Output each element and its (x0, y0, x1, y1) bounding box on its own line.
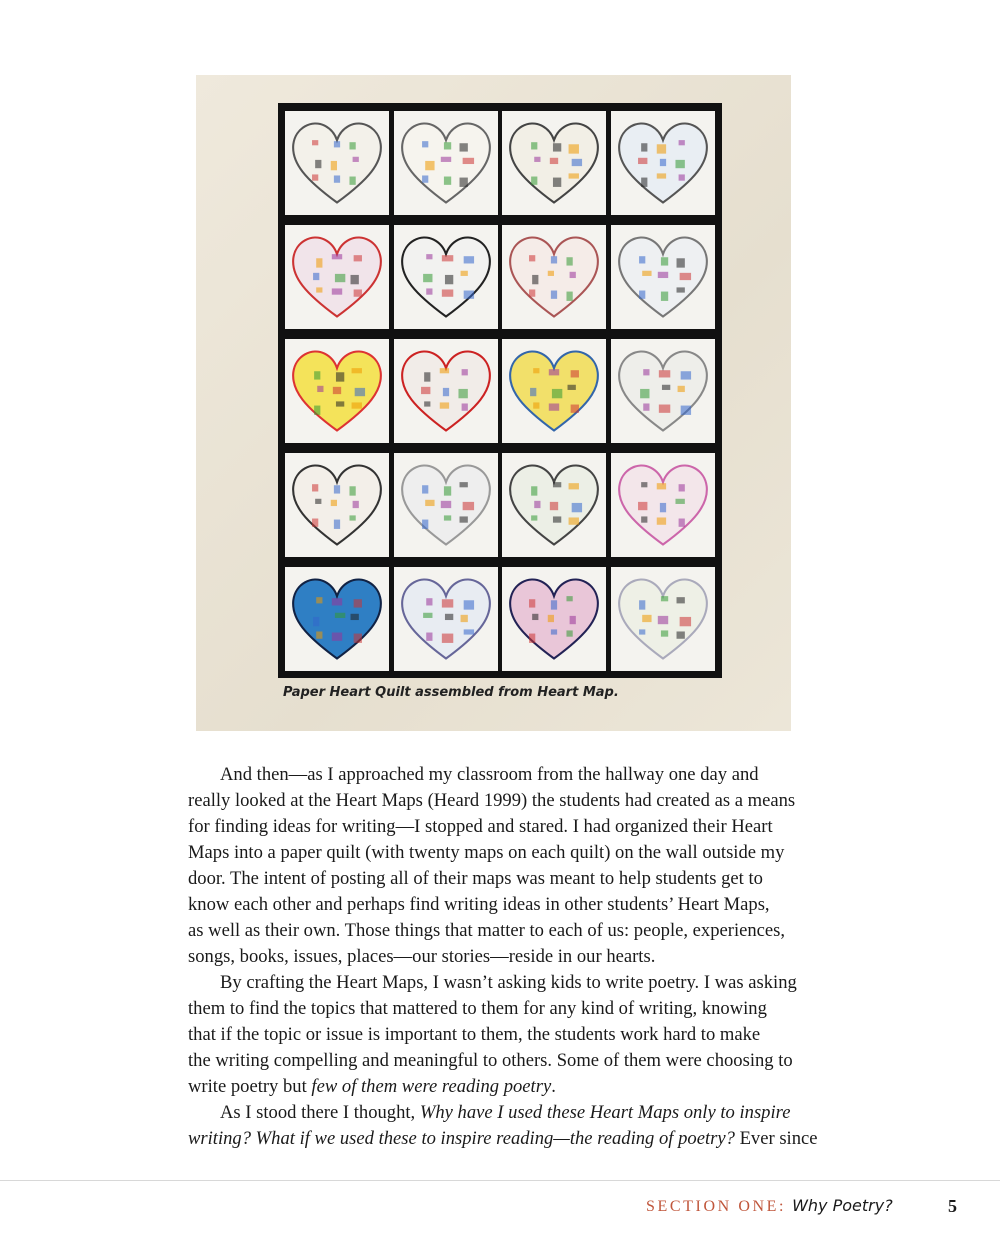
doodle-mark (550, 502, 558, 510)
doodle-mark (443, 142, 450, 149)
page-number: 5 (948, 1196, 957, 1216)
doodle-mark (552, 389, 562, 398)
doodle-mark (660, 630, 667, 636)
text-segment: As I stood there I thought, (220, 1102, 420, 1123)
doodle-mark (571, 370, 579, 377)
doodle-mark (349, 177, 355, 185)
doodle-mark (678, 174, 684, 180)
doodle-mark (463, 600, 473, 609)
text-segment: Ever since (734, 1128, 818, 1149)
heart-map-tile (611, 567, 715, 671)
section-title: Why Poetry? (792, 1196, 893, 1215)
doodle-mark (424, 401, 430, 406)
text-segment: door. The intent of posting all of their maps was meant to help students get to (188, 868, 763, 889)
doodle-mark (551, 256, 557, 263)
heart-map-tile (502, 339, 606, 443)
doodle-mark (658, 405, 669, 413)
doodle-mark (314, 406, 320, 415)
heart-map-tile (502, 567, 606, 671)
doodle-mark (551, 600, 557, 609)
doodle-mark (571, 405, 579, 413)
heart-icon (394, 111, 498, 215)
doodle-mark (643, 369, 649, 375)
doodle-mark (353, 157, 359, 162)
text-segment: them to find the topics that mattered to them for any kind of writing, knowing (188, 998, 767, 1019)
heart-icon (285, 225, 389, 329)
doodle-mark (549, 403, 559, 410)
doodle-mark (678, 519, 684, 527)
doodle-mark (316, 287, 322, 292)
doodle-mark (642, 271, 651, 276)
doodle-mark (336, 372, 344, 381)
doodle-mark (443, 486, 450, 495)
doodle-mark (529, 634, 535, 643)
text-line (188, 814, 828, 840)
doodle-mark (334, 175, 340, 182)
doodle-mark (425, 500, 434, 506)
heart-icon (611, 111, 715, 215)
text-segment: Maps into a paper quilt (with twenty maps on each quilt) on the wall outside my (188, 842, 785, 863)
doodle-mark (656, 144, 665, 153)
heart-map-tile (611, 453, 715, 557)
heart-icon (394, 453, 498, 557)
doodle-mark (676, 631, 684, 638)
text-line (188, 762, 828, 788)
doodle-mark (529, 255, 535, 261)
doodle-mark (439, 368, 448, 373)
doodle-mark (643, 403, 649, 410)
italic-text: few of them were reading poetry (311, 1076, 552, 1097)
doodle-mark (572, 159, 582, 166)
italic-text: Why have I used these Heart Maps only to inspire (419, 1102, 791, 1123)
doodle-mark (572, 503, 582, 512)
text-line (188, 892, 828, 918)
heart-map-tile (394, 453, 498, 557)
doodle-mark (422, 485, 428, 493)
text-segment: songs, books, issues, places—our stories—reside in our hearts. (188, 946, 656, 967)
paper-heart-quilt (278, 103, 722, 678)
doodle-mark (531, 515, 537, 520)
doodle-mark (676, 258, 684, 267)
heart-icon (285, 339, 389, 443)
doodle-mark (548, 271, 554, 276)
doodle-mark (459, 143, 467, 151)
doodle-mark (458, 389, 467, 398)
doodle-mark (569, 144, 579, 153)
doodle-mark (316, 631, 322, 638)
text-segment: know each other and perhaps find writing ideas in other students’ Heart Maps, (188, 894, 770, 915)
heart-map-tile (611, 225, 715, 329)
doodle-mark (658, 370, 669, 377)
doodle-mark (532, 275, 538, 284)
heart-icon (502, 453, 606, 557)
doodle-mark (444, 614, 452, 620)
doodle-mark (566, 596, 572, 601)
text-line (188, 1022, 828, 1048)
heart-icon (611, 567, 715, 671)
doodle-mark (441, 289, 452, 296)
heart-map-tile (394, 567, 498, 671)
heart-icon (611, 453, 715, 557)
doodle-mark (549, 369, 559, 375)
doodle-mark (656, 173, 665, 178)
doodle-mark (336, 401, 344, 406)
text-line (188, 996, 828, 1022)
text-line (188, 788, 828, 814)
doodle-mark (659, 503, 665, 512)
doodle-mark (639, 256, 645, 263)
doodle-mark (459, 178, 467, 187)
doodle-mark (354, 289, 362, 296)
text-segment: . (551, 1076, 556, 1097)
doodle-mark (657, 272, 667, 278)
doodle-mark (661, 385, 669, 390)
doodle-mark (440, 501, 450, 508)
doodle-mark (332, 254, 342, 259)
heart-map-tile (394, 225, 498, 329)
doodle-mark (423, 613, 432, 618)
doodle-mark (426, 254, 432, 259)
doodle-mark (459, 482, 467, 487)
doodle-mark (548, 615, 554, 622)
heart-map-tile (502, 111, 606, 215)
text-segment: And then—as I approached my classroom from the hallway one day and (220, 764, 759, 785)
doodle-mark (331, 161, 337, 170)
heart-map-tile (285, 567, 389, 671)
doodle-mark (312, 519, 318, 527)
doodle-mark (351, 614, 359, 620)
doodle-mark (679, 617, 690, 626)
text-segment: as well as their own. Those things that matter to each of us: people, experiences, (188, 920, 786, 941)
doodle-mark (315, 499, 321, 504)
doodle-mark (675, 499, 684, 504)
text-segment: By crafting the Heart Maps, I wasn’t asking kids to write poetry. I was asking (220, 972, 797, 993)
heart-icon (502, 567, 606, 671)
doodle-mark (566, 292, 572, 301)
doodle-mark (441, 599, 452, 607)
doodle-mark (568, 385, 576, 390)
doodle-mark (639, 291, 645, 299)
doodle-mark (531, 177, 537, 185)
heart-map-tile (394, 111, 498, 215)
heart-map-tile (502, 225, 606, 329)
doodle-mark (352, 402, 362, 408)
doodle-mark (444, 275, 452, 284)
doodle-mark (426, 598, 432, 605)
doodle-mark (531, 486, 537, 495)
heart-icon (394, 225, 498, 329)
doodle-mark (349, 486, 355, 495)
doodle-mark (660, 257, 667, 265)
heart-map-tile (285, 111, 389, 215)
heart-map-tile (285, 453, 389, 557)
doodle-mark (312, 140, 318, 145)
doodle-mark (332, 598, 342, 605)
doodle-mark (641, 516, 647, 522)
doodle-mark (569, 483, 579, 489)
doodle-mark (463, 291, 473, 299)
doodle-mark (316, 258, 322, 267)
text-line (188, 866, 828, 892)
text-segment: for finding ideas for writing—I stopped and stared. I had organized their Heart (188, 816, 773, 837)
doodle-mark (314, 371, 320, 379)
text-line (188, 944, 828, 970)
doodle-mark (660, 292, 667, 301)
text-segment: the writing compelling and meaningful to others. Some of them were choosing to (188, 1050, 793, 1071)
doodle-mark (331, 500, 337, 506)
doodle-mark (641, 143, 647, 151)
heart-map-tile (611, 111, 715, 215)
doodle-mark (353, 501, 359, 508)
text-line (188, 840, 828, 866)
doodle-mark (443, 177, 450, 185)
doodle-mark (439, 402, 448, 408)
heart-icon (502, 339, 606, 443)
text-line (188, 1048, 828, 1074)
doodle-mark (533, 402, 539, 408)
heart-icon (502, 225, 606, 329)
doodle-mark (333, 387, 341, 394)
doodle-mark (641, 178, 647, 187)
doodle-mark (566, 257, 572, 265)
doodle-mark (443, 515, 450, 520)
doodle-mark (679, 273, 690, 280)
doodle-mark (553, 482, 561, 487)
doodle-mark (351, 275, 359, 284)
doodle-mark (460, 271, 467, 276)
doodle-mark (312, 174, 318, 180)
text-segment: that if the topic or issue is important to them, the students work hard to make (188, 1024, 761, 1045)
doodle-mark (534, 501, 540, 508)
heart-icon (285, 453, 389, 557)
doodle-mark (529, 599, 535, 607)
doodle-mark (550, 158, 558, 164)
doodle-mark (532, 614, 538, 620)
doodle-mark (335, 613, 345, 618)
text-segment: write poetry but (188, 1076, 312, 1097)
text-segment: really looked at the Heart Maps (Heard 1999) the students had created as a means (188, 790, 796, 811)
doodle-mark (569, 517, 579, 524)
doodle-mark (570, 616, 576, 624)
doodle-mark (354, 634, 362, 643)
doodle-mark (332, 288, 342, 294)
doodle-mark (459, 516, 467, 522)
doodle-mark (570, 272, 576, 278)
doodle-mark (316, 597, 322, 603)
figure-caption: Paper Heart Quilt assembled from Heart Map. (283, 685, 619, 700)
doodle-mark (426, 288, 432, 294)
text-line (188, 970, 828, 996)
doodle-mark (553, 178, 561, 187)
doodle-mark (656, 517, 665, 524)
heart-icon (285, 567, 389, 671)
doodle-mark (335, 274, 345, 282)
heart-map-tile (611, 339, 715, 443)
doodle-mark (425, 161, 434, 170)
doodle-mark (641, 482, 647, 487)
doodle-mark (354, 255, 362, 261)
doodle-mark (426, 633, 432, 641)
doodle-mark (529, 289, 535, 296)
heart-map-tile (285, 225, 389, 329)
doodle-mark (569, 173, 579, 178)
doodle-mark (640, 389, 649, 398)
heart-icon (502, 111, 606, 215)
doodle-mark (676, 287, 684, 292)
heart-icon (285, 111, 389, 215)
doodle-mark (442, 388, 448, 396)
doodle-mark (534, 157, 540, 162)
doodle-mark (680, 406, 690, 415)
heart-icon (611, 225, 715, 329)
doodle-mark (553, 143, 561, 151)
doodle-mark (422, 175, 428, 182)
doodle-mark (656, 483, 665, 489)
doodle-mark (642, 615, 651, 622)
doodle-mark (424, 372, 430, 381)
doodle-mark (334, 141, 340, 147)
doodle-mark (421, 387, 430, 394)
doodle-mark (676, 597, 684, 603)
doodle-mark (553, 516, 561, 522)
doodle-mark (657, 616, 667, 624)
heart-map-tile (285, 339, 389, 443)
heart-icon (394, 339, 498, 443)
doodle-mark (441, 255, 452, 261)
doodle-mark (677, 386, 684, 392)
doodle-mark (638, 158, 647, 164)
doodle-mark (675, 160, 684, 168)
doodle-mark (533, 368, 539, 373)
text-line (188, 1074, 828, 1100)
heart-icon (611, 339, 715, 443)
doodle-mark (530, 388, 536, 396)
doodle-mark (460, 615, 467, 622)
doodle-mark (332, 633, 342, 641)
text-line (188, 1126, 828, 1152)
doodle-mark (639, 600, 645, 609)
doodle-mark (659, 159, 665, 166)
italic-text: writing? What if we used these to inspire reading—the reading of poetry? (188, 1128, 735, 1149)
doodle-mark (334, 485, 340, 493)
doodle-mark (312, 484, 318, 491)
running-footer (646, 1196, 893, 1216)
footer-divider (0, 1180, 1000, 1181)
doodle-mark (678, 484, 684, 491)
doodle-mark (317, 386, 323, 392)
doodle-mark (660, 596, 667, 601)
body-text (188, 762, 828, 1152)
heart-map-tile (502, 453, 606, 557)
section-label: SECTION ONE: (646, 1198, 787, 1215)
doodle-mark (566, 630, 572, 636)
doodle-mark (349, 142, 355, 149)
doodle-mark (423, 274, 432, 282)
doodle-mark (461, 369, 467, 375)
doodle-mark (639, 629, 645, 634)
doodle-mark (313, 617, 319, 626)
doodle-mark (422, 141, 428, 147)
doodle-mark (461, 403, 467, 410)
doodle-mark (531, 142, 537, 149)
doodle-mark (551, 629, 557, 634)
doodle-mark (462, 158, 473, 164)
doodle-mark (463, 629, 473, 634)
doodle-mark (355, 388, 365, 396)
doodle-mark (463, 256, 473, 263)
doodle-mark (422, 520, 428, 529)
heart-quilt-photo (196, 75, 791, 731)
doodle-mark (680, 371, 690, 379)
doodle-mark (440, 157, 450, 162)
doodle-mark (462, 502, 473, 510)
doodle-mark (678, 140, 684, 145)
doodle-mark (334, 520, 340, 529)
heart-icon (394, 567, 498, 671)
doodle-mark (441, 634, 452, 643)
text-line (188, 1100, 828, 1126)
doodle-mark (315, 160, 321, 168)
doodle-mark (352, 368, 362, 373)
doodle-mark (354, 599, 362, 607)
heart-map-tile (394, 339, 498, 443)
doodle-mark (349, 515, 355, 520)
text-line (188, 918, 828, 944)
doodle-mark (551, 291, 557, 299)
doodle-mark (638, 502, 647, 510)
doodle-mark (313, 273, 319, 280)
